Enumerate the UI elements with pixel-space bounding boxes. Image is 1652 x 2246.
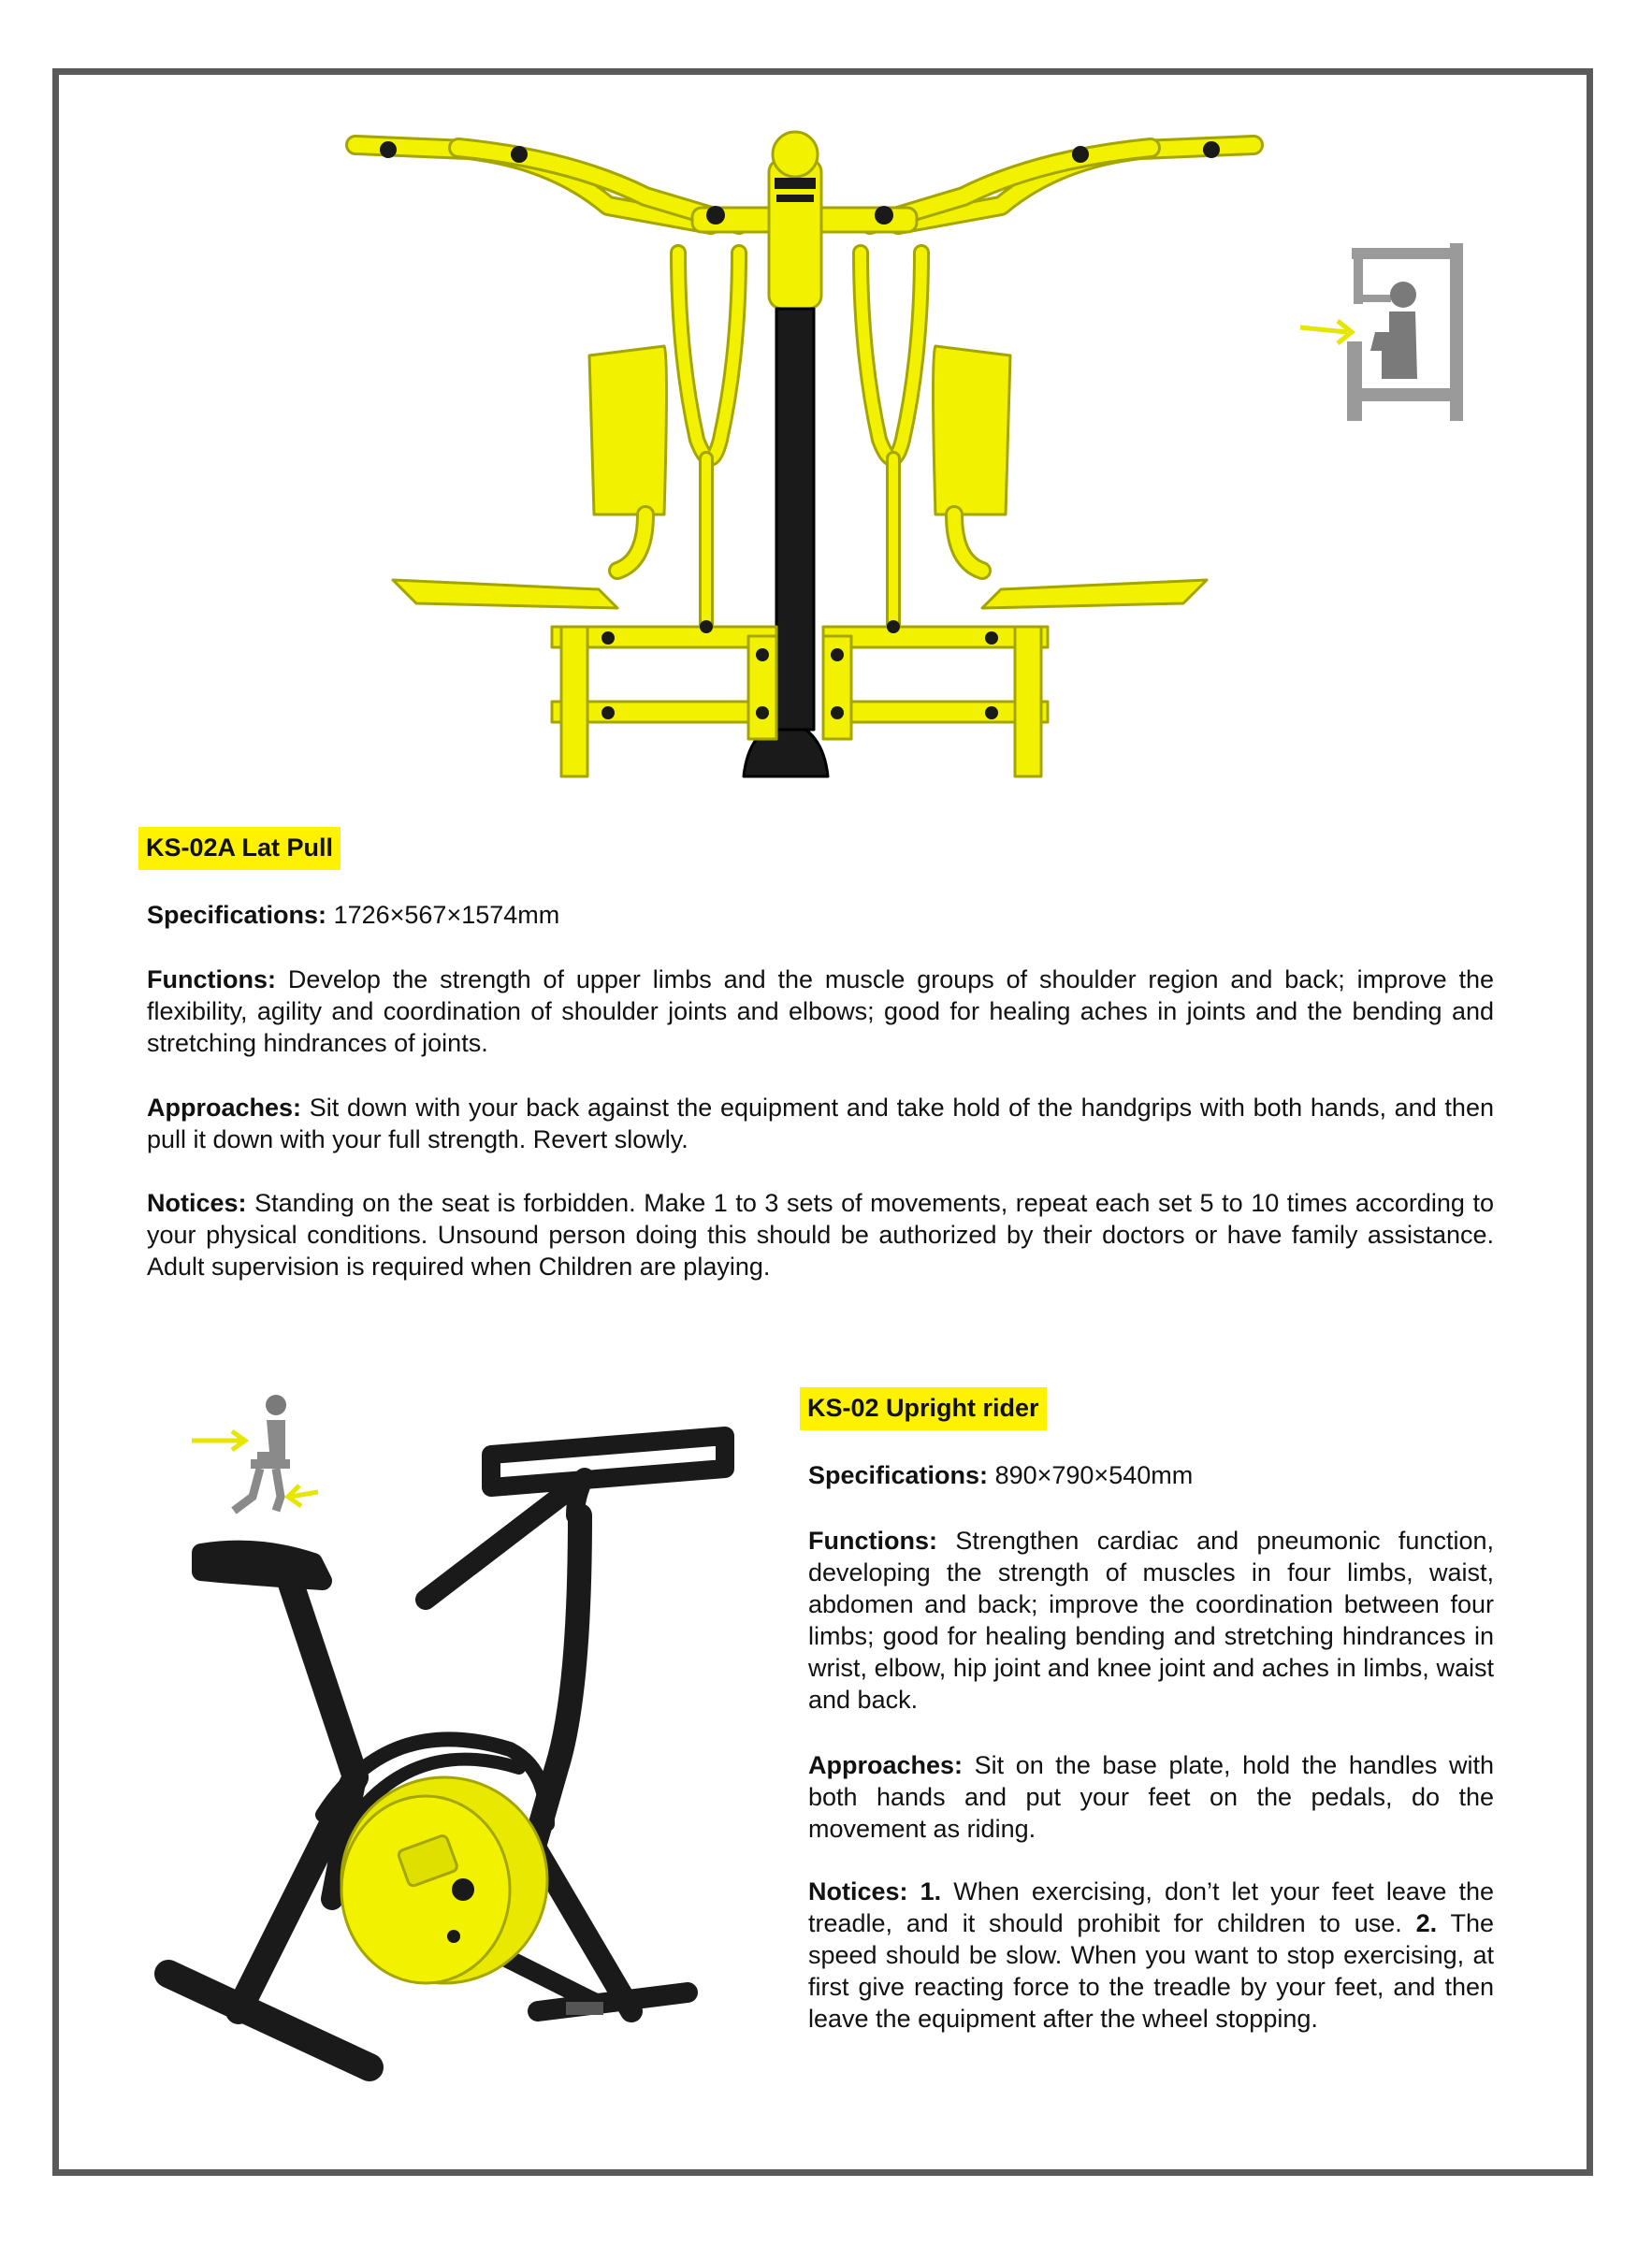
specifications-line	[147, 899, 559, 931]
approaches-text: Sit down with your back against the equipment and take hold of the handgrips with both hands, and then pull it down with your full strength. Revert slowly.	[147, 1094, 1494, 1153]
lat-pull-usage-icon	[1296, 239, 1473, 426]
notices-text: Standing on the seat is forbidden. Make 1 to 3 sets of movements, repeat each set 5 to 10 times according to your physical conditions. Unsound person doing this should be authorized by their doctors or have family assistance. Adult supervision is required when Children are playing.	[147, 1189, 1494, 1281]
notice-2-text: The speed should be slow. When you want to stop exercising, at first give reacting force to the treadle by your feet, and then leave the equipment after the wheel stopping.	[808, 1909, 1494, 2033]
notices-label: Notices:	[808, 1877, 908, 1905]
notice-1-text: When exercising, don’t let your feet leave the treadle, and it should prohibit for children to use.	[808, 1877, 1494, 1937]
functions-paragraph	[808, 1525, 1494, 1716]
specifications-line	[808, 1459, 1193, 1491]
product-title-lat-pull: KS-02A Lat Pull	[138, 827, 341, 870]
approaches-text: Sit on the base plate, hold the handles with both hands and put your feet on the pedals, do the movement as riding.	[808, 1751, 1494, 1843]
notices-label: Notices:	[147, 1189, 247, 1217]
notice-1-number: 1.	[920, 1877, 942, 1905]
approaches-paragraph	[147, 1092, 1494, 1155]
product-title-upright-rider: KS-02 Upright rider	[800, 1387, 1047, 1430]
specifications-label: Specifications:	[808, 1461, 989, 1489]
notice-2-number: 2.	[1415, 1909, 1438, 1937]
functions-text: Develop the strength of upper limbs and the muscle groups of shoulder region and back; improve the flexibility, agility and coordination of shoulder joints and elbows; good for healing aches in joints and the bending and stretching hindrances of joints.	[147, 965, 1494, 1057]
approaches-label: Approaches:	[147, 1094, 302, 1122]
specifications-value: 1726×567×1574mm	[333, 901, 560, 929]
functions-text: Strengthen cardiac and pneumonic function, developing the strength of muscles in four limbs, waist, abdomen and back; improve the coordination between four limbs; good for healing bending and stretching hindrances in wrist, elbow, hip joint and knee joint and aches in limbs, waist and back.	[808, 1527, 1494, 1714]
approaches-label: Approaches:	[808, 1751, 964, 1779]
specifications-label: Specifications:	[147, 901, 327, 929]
specifications-value: 890×790×540mm	[994, 1461, 1194, 1489]
functions-label: Functions:	[147, 965, 276, 993]
functions-paragraph	[147, 964, 1494, 1059]
lat-pull-equipment-image	[337, 122, 1272, 804]
approaches-paragraph	[808, 1749, 1494, 1845]
notices-paragraph	[147, 1187, 1494, 1282]
functions-label: Functions:	[808, 1527, 937, 1555]
notices-paragraph	[808, 1876, 1494, 2035]
upright-rider-equipment-image	[145, 1413, 772, 2133]
